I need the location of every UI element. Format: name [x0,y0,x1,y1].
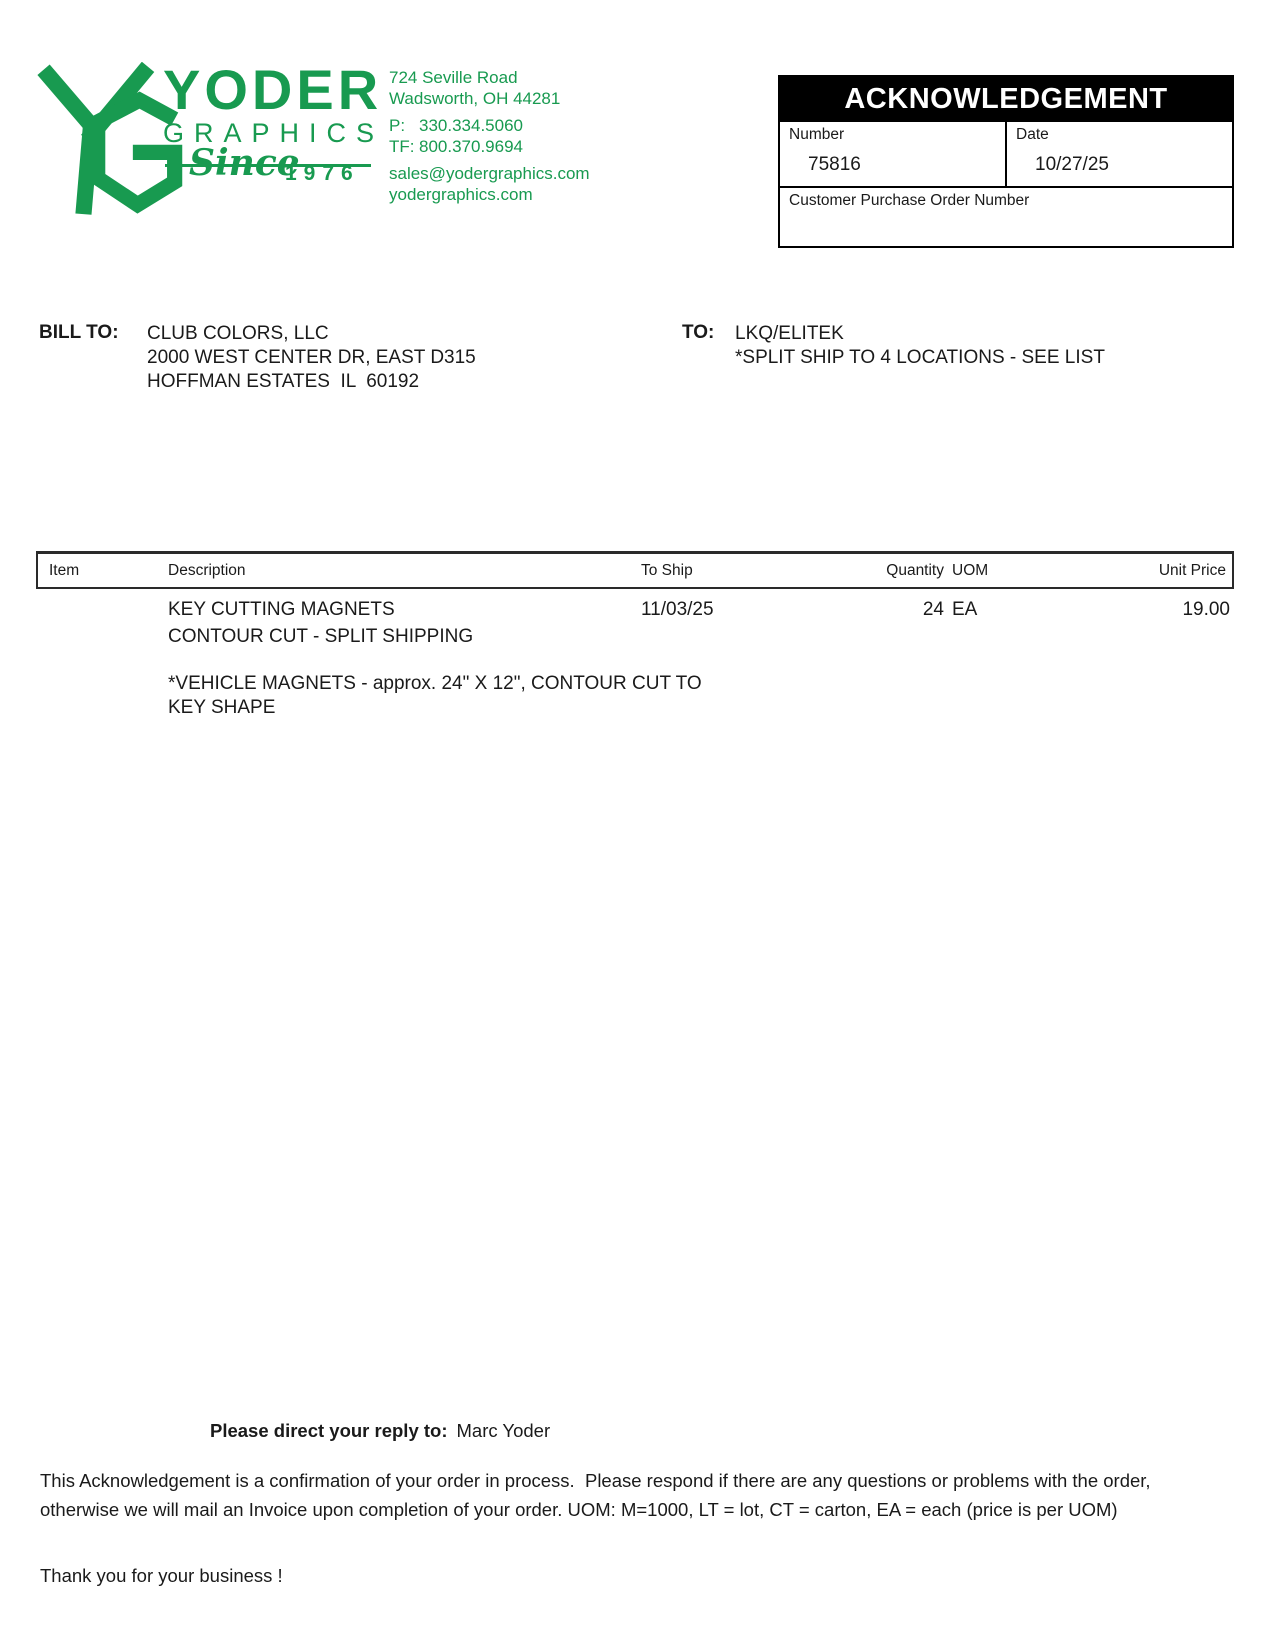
item-note-line1: *VEHICLE MAGNETS - approx. 24" X 12", CONTOUR CUT TO [168,673,702,694]
ack-number-label: Number [789,126,845,143]
col-header-to-ship: To Ship [641,562,693,579]
ack-number-cell [780,122,1005,186]
confirmation-paragraph: This Acknowledgement is a confirmation of your order in process. Please respond if there are any questions or problems with the order, otherwise we will mail an Invoice upon completion of your order. UOM: M=1000, LT = lot, CT = carton, EA = each (price is per UOM) [40,1470,1156,1520]
contact-address-line2: Wadsworth, OH 44281 [389,89,561,108]
contact-website: yodergraphics.com [389,185,533,204]
ack-number-date-row [780,122,1232,186]
brand-block [163,58,385,196]
brand-name: YODER [163,58,383,121]
ack-date-label: Date [1016,126,1049,143]
contact-tollfree-line [389,136,590,157]
tollfree-label: TF: [389,137,415,156]
since-row [163,142,375,196]
ack-po-label: Customer Purchase Order Number [789,192,1030,209]
ship-to-address [735,322,1105,370]
reply-label: Please direct your reply to: [210,1420,448,1441]
since-script: Since [189,142,300,184]
contact-email: sales@yodergraphics.com [389,164,590,183]
reply-line [210,1420,550,1442]
acknowledgement-box [778,75,1234,248]
bill-to-label: BILL TO: [39,322,119,343]
col-header-quantity: Quantity [886,562,944,579]
ship-to-label: TO: [682,322,715,343]
ship-to-line2: *SPLIT SHIP TO 4 LOCATIONS - SEE LIST [735,347,1105,368]
contact-address-line1: 724 Seville Road [389,68,518,87]
item-note-line2: KEY SHAPE [168,697,276,718]
ack-number-value: 75816 [808,154,861,175]
item-description-line2: CONTOUR CUT - SPLIT SHIPPING [168,626,474,647]
tollfree-number: 800.370.9694 [419,137,523,156]
bill-to-line2: 2000 WEST CENTER DR, EAST D315 [147,347,476,368]
since-year: 1976 [285,162,360,185]
ack-po-cell [780,186,1232,246]
col-header-description: Description [168,562,246,579]
ack-date-value: 10/27/25 [1035,154,1109,175]
ack-date-cell [1005,122,1232,186]
item-to-ship: 11/03/25 [641,599,714,620]
brand-subname: GRAPHICS [163,118,385,148]
col-header-uom: UOM [952,562,989,579]
ship-to-line1: LKQ/ELITEK [735,323,844,344]
bill-to-line1: CLUB COLORS, LLC [147,323,329,344]
phone-label: P: [389,116,406,135]
item-uom: EA [952,599,978,620]
item-description-line1: KEY CUTTING MAGNETS [168,599,395,620]
contact-phone-line [389,115,590,136]
item-unit-price: 19.00 [1182,599,1230,620]
bill-to-address [147,322,476,394]
items-table-header [36,551,1234,589]
thank-you-line: Thank you for your business ! [40,1565,283,1586]
col-header-unit-price: Unit Price [1158,562,1226,579]
phone-number: 330.334.5060 [419,116,523,135]
bill-to-line3: HOFFMAN ESTATES IL 60192 [147,371,420,392]
item-quantity: 24 [922,599,944,620]
col-header-item: Item [49,562,80,579]
contact-block [389,67,590,211]
acknowledgement-title: ACKNOWLEDGEMENT [780,77,1232,122]
reply-name: Marc Yoder [456,1420,551,1441]
